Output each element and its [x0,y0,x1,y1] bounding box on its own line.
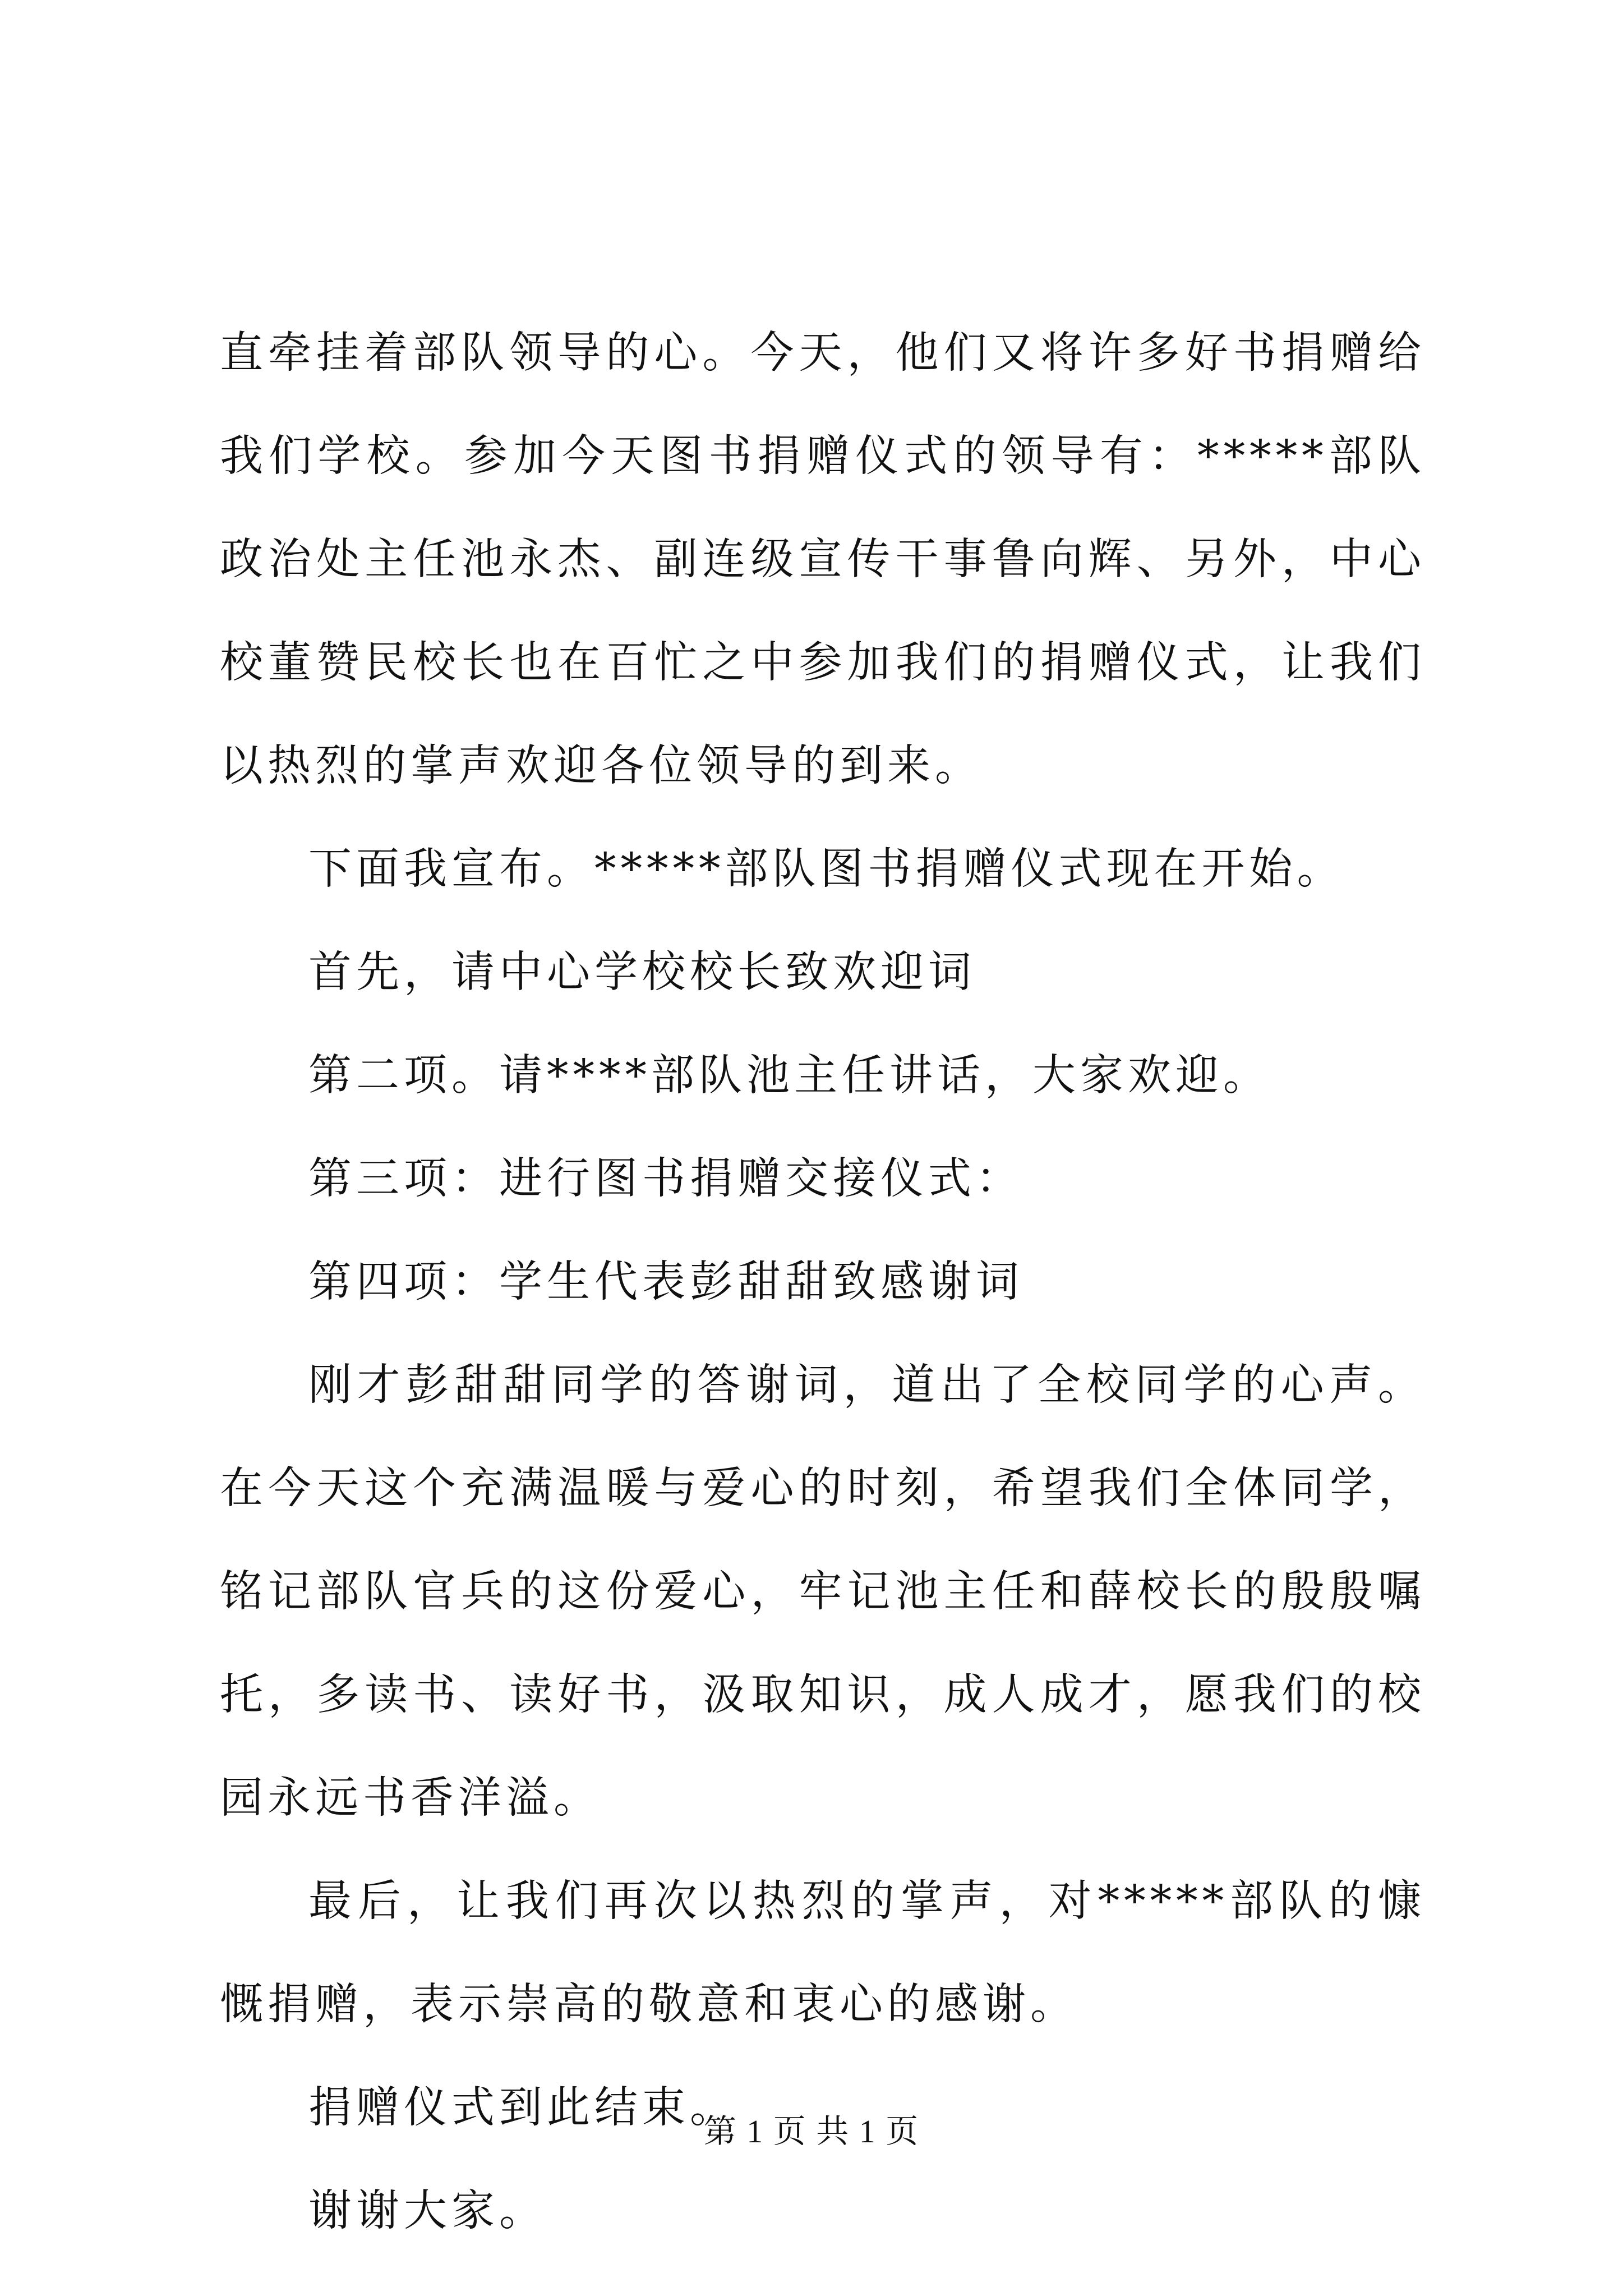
document-body [220,302,1426,2263]
paragraph-item-second: 第二项。请****部队池主任讲话，大家欢迎。 [308,1051,1271,1101]
paragraph-announcement: 下面我宣布。*****部队图书捐赠仪式现在开始。 [308,844,1345,894]
paragraph-closing-remarks: 刚才彭甜甜同学的答谢词，道出了全校同学的心声。在今天这个充满温暖与爱心的时刻，希望我们全体同学，铭记部队官兵的这份爱心，牢记池主任和薛校长的殷殷嘱托，多读书、读好书，汲取知识，成人成才，愿我们的校园永远书香洋溢。 [220,1360,1426,1823]
paragraph-item-fourth: 第四项：学生代表彭甜甜致感谢词 [308,1257,1023,1307]
paragraph-item-first: 首先，请中心学校校长致欢迎词 [308,947,976,997]
paragraph-continuation: 直牵挂着部队领导的心。今天，他们又将许多好书捐赠给我们学校。参加今天图书捐赠仪式的领导有：*****部队政治处主任池永杰、副连级宣传干事鲁向辉、另外，中心校董赞民校长也在百忙之中参加我们的捐赠仪式，让我们以热烈的掌声欢迎各位领导的到来。 [220,328,1426,791]
paragraph-thank-you: 谢谢大家。 [308,2186,547,2236]
page-number: 第 1 页 共 1 页 [703,2113,920,2150]
paragraph-ending: 捐赠仪式到此结束。 [308,2083,737,2133]
page-footer [0,2109,1623,2154]
paragraph-thanks: 最后，让我们再次以热烈的掌声，对*****部队的慷慨捐赠，表示崇高的敬意和衷心的感谢。 [220,1876,1426,2030]
paragraph-item-third: 第三项：进行图书捐赠交接仪式： [308,1154,1023,1204]
